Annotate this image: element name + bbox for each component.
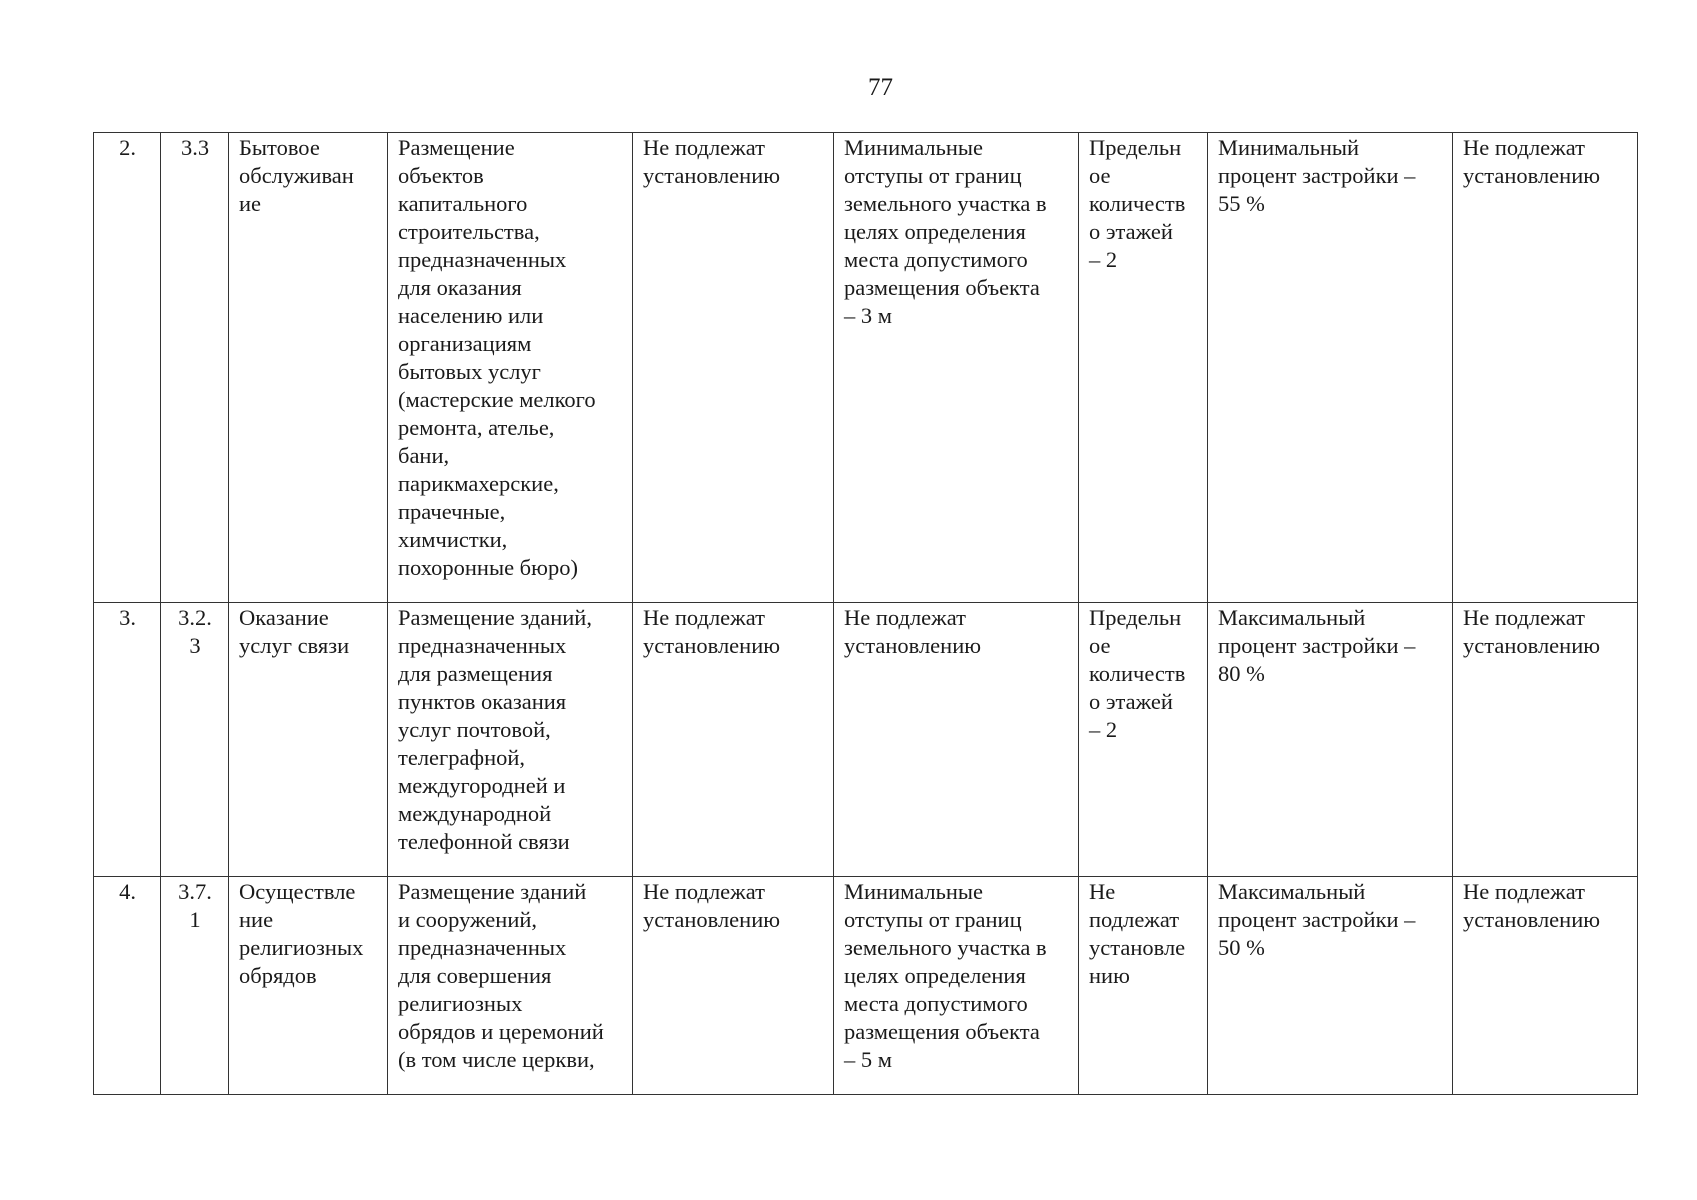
table-row	[94, 133, 1638, 603]
row-col6: Не подлежат установлению	[834, 603, 1079, 877]
table-row	[94, 603, 1638, 877]
row-index: 3.	[94, 603, 161, 877]
row-code: 3.2. 3	[161, 603, 229, 877]
row-col6: Минимальные отступы от границ земельного участка в целях определения места допустимого размещения объекта – 5 м	[834, 877, 1079, 1095]
table-row	[94, 877, 1638, 1095]
row-col5: Не подлежат установлению	[633, 603, 834, 877]
row-col7: Не подлежат установле нию	[1079, 877, 1208, 1095]
row-col7: Предельн ое количеств о этажей – 2	[1079, 133, 1208, 603]
row-name: Оказание услуг связи	[229, 603, 388, 877]
row-description: Размещение объектов капитального строительства, предназначенных для оказания населению или организациям бытовых услуг (мастерские мелкого ремонта, ателье, бани, парикмахерские, прачечные, химчистки, похоронные бюро)	[388, 133, 633, 603]
land-use-table	[93, 132, 1638, 1095]
row-col5: Не подлежат установлению	[633, 877, 834, 1095]
row-col9: Не подлежат установлению	[1453, 133, 1638, 603]
row-col8: Минимальный процент застройки – 55 %	[1208, 133, 1453, 603]
row-col8: Максимальный процент застройки – 80 %	[1208, 603, 1453, 877]
row-index: 2.	[94, 133, 161, 603]
row-code: 3.3	[161, 133, 229, 603]
row-index: 4.	[94, 877, 161, 1095]
row-description: Размещение зданий, предназначенных для размещения пунктов оказания услуг почтовой, телеграфной, междугородней и международной телефонной связи	[388, 603, 633, 877]
row-name: Осуществле ние религиозных обрядов	[229, 877, 388, 1095]
row-col5: Не подлежат установлению	[633, 133, 834, 603]
page-number: 77	[868, 74, 893, 101]
row-col7: Предельн ое количеств о этажей – 2	[1079, 603, 1208, 877]
row-col6: Минимальные отступы от границ земельного участка в целях определения места допустимого размещения объекта – 3 м	[834, 133, 1079, 603]
row-description: Размещение зданий и сооружений, предназначенных для совершения религиозных обрядов и церемоний (в том числе церкви,	[388, 877, 633, 1095]
row-col9: Не подлежат установлению	[1453, 877, 1638, 1095]
row-name: Бытовое обслуживан ие	[229, 133, 388, 603]
row-col8: Максимальный процент застройки – 50 %	[1208, 877, 1453, 1095]
row-code: 3.7. 1	[161, 877, 229, 1095]
row-col9: Не подлежат установлению	[1453, 603, 1638, 877]
